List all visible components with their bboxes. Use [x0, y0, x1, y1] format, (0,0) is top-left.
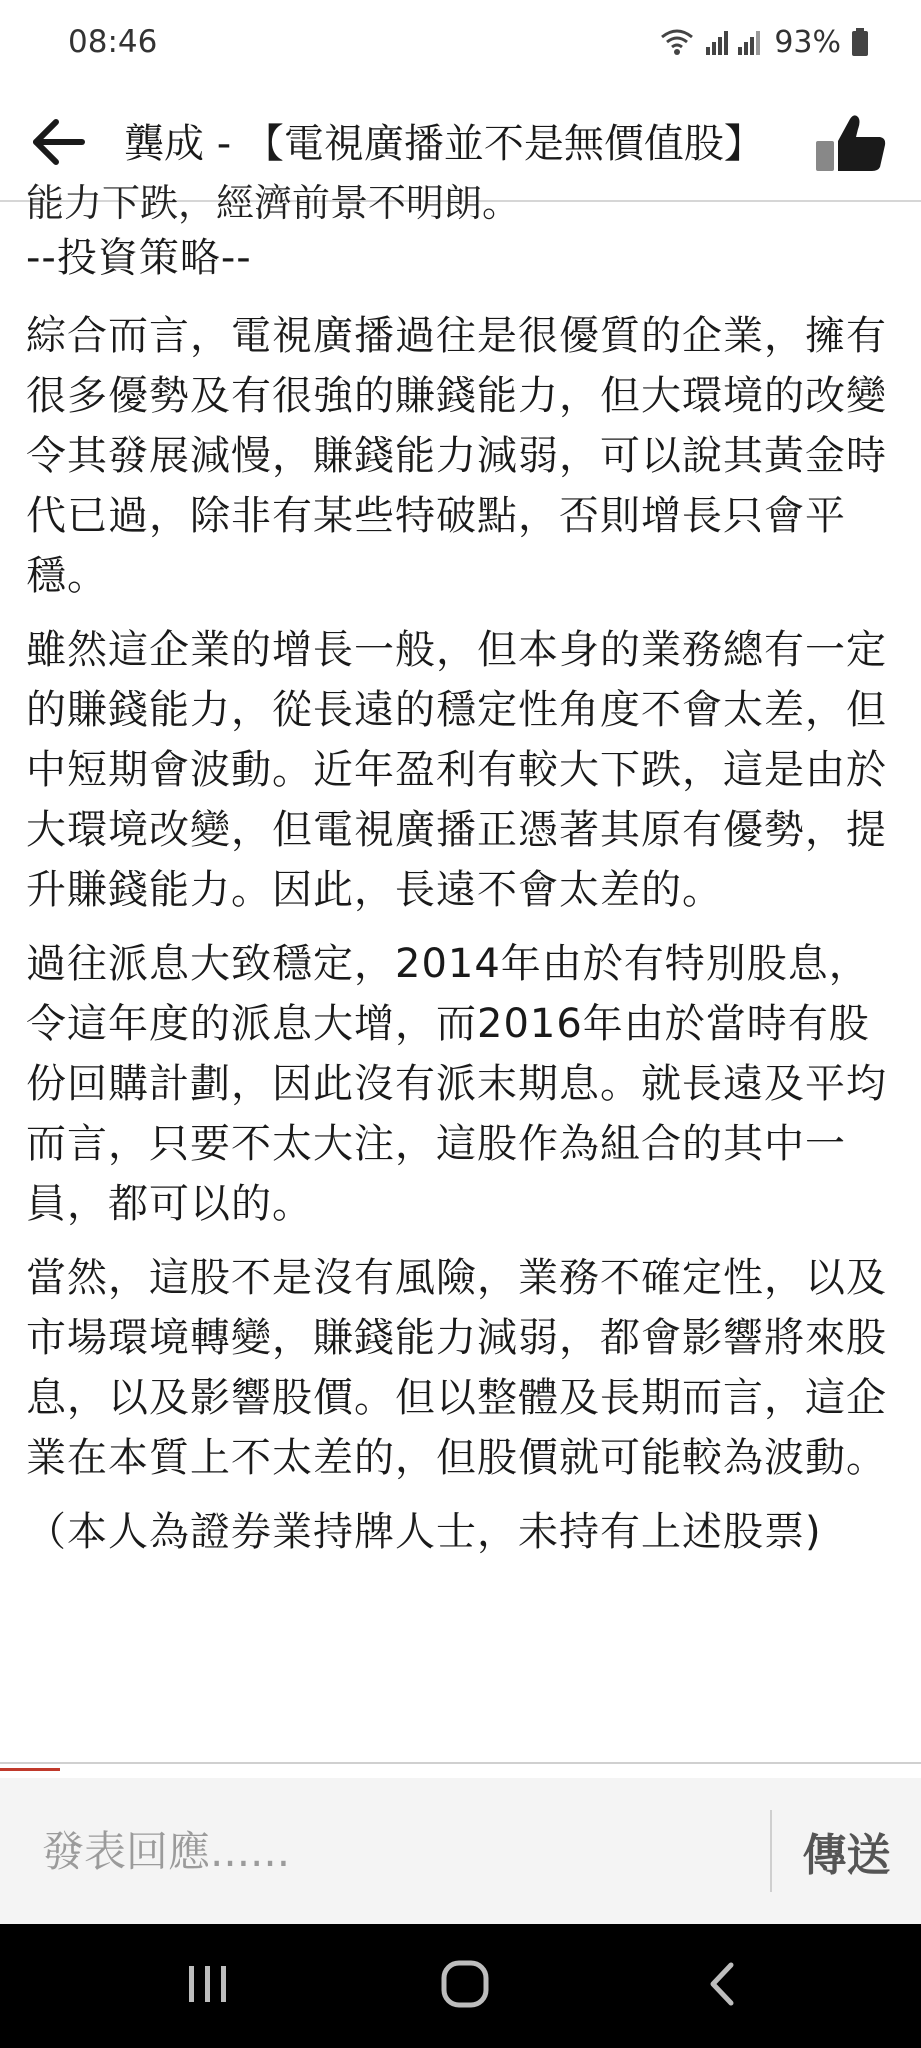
status-icons	[660, 22, 869, 62]
back-icon	[705, 1961, 739, 2011]
section-heading: --投資策略--	[26, 235, 252, 281]
send-button[interactable]: 傳送	[802, 1830, 891, 1881]
home-button[interactable]	[417, 1946, 513, 2026]
thumbs-up-icon	[814, 111, 888, 177]
back-arrow-icon	[30, 118, 86, 170]
status-bar	[0, 0, 921, 88]
back-button[interactable]	[24, 110, 92, 178]
battery-icon	[851, 27, 869, 57]
divider	[0, 1762, 921, 1764]
recent-apps-icon	[185, 1963, 231, 2009]
disclaimer-paragraph: （本人為證券業持牌人士，未持有上述股票)	[26, 1509, 822, 1555]
status-time: 08:46	[68, 24, 158, 60]
article-paragraph: 當然，這股不是沒有風險，業務不確定性，以及市場環境轉變，賺錢能力減弱，都會影響將來股息，以及影響股價。但以整體及長期而言，這企業在本質上不太差的，但股價就可能較為波動。	[26, 1255, 887, 1481]
like-button[interactable]	[809, 102, 893, 186]
article-content	[0, 181, 921, 1778]
battery-percent: 93%	[774, 24, 841, 60]
cut-off-text-line: 能力下跌，經濟前景不明朗。	[26, 181, 521, 225]
article-paragraph: 雖然這企業的增長一般，但本身的業務總有一定的賺錢能力，從長遠的穩定性角度不會太差，但中短期會波動。近年盈利有較大下跌，這是由於大環境改變，但電視廣播正憑著其原有優勢，提升賺錢能力。因此，長遠不會太差的。	[26, 627, 887, 913]
reply-input[interactable]	[0, 1778, 770, 1924]
cellular-signal-icon	[704, 27, 764, 57]
article-body	[26, 228, 896, 1576]
article-paragraph: 綜合而言，電視廣播過往是很優質的企業，擁有很多優勢及有很強的賺錢能力，但大環境的改變令其發展減慢，賺錢能力減弱，可以說其黃金時代已過，除非有某些特破點，否則增長只會平穩。	[26, 313, 887, 599]
home-icon	[440, 1959, 490, 2013]
nav-back-button[interactable]	[674, 1946, 770, 2026]
wifi-icon	[660, 27, 694, 57]
article-paragraph: 過往派息大致穩定，2014年由於有特別股息，令這年度的派息大增，而2016年由於當時有股份回購計劃，因此沒有派末期息。就長遠及平均而言，只要不太大注，這股作為組合的其中一員，都可以的。	[26, 941, 887, 1227]
recent-apps-button[interactable]	[160, 1946, 256, 2026]
page-title: 龔成 - 【電視廣播並不是無價值股】	[124, 121, 764, 167]
reply-bar	[0, 1778, 921, 1924]
system-nav-bar	[0, 1924, 921, 2048]
